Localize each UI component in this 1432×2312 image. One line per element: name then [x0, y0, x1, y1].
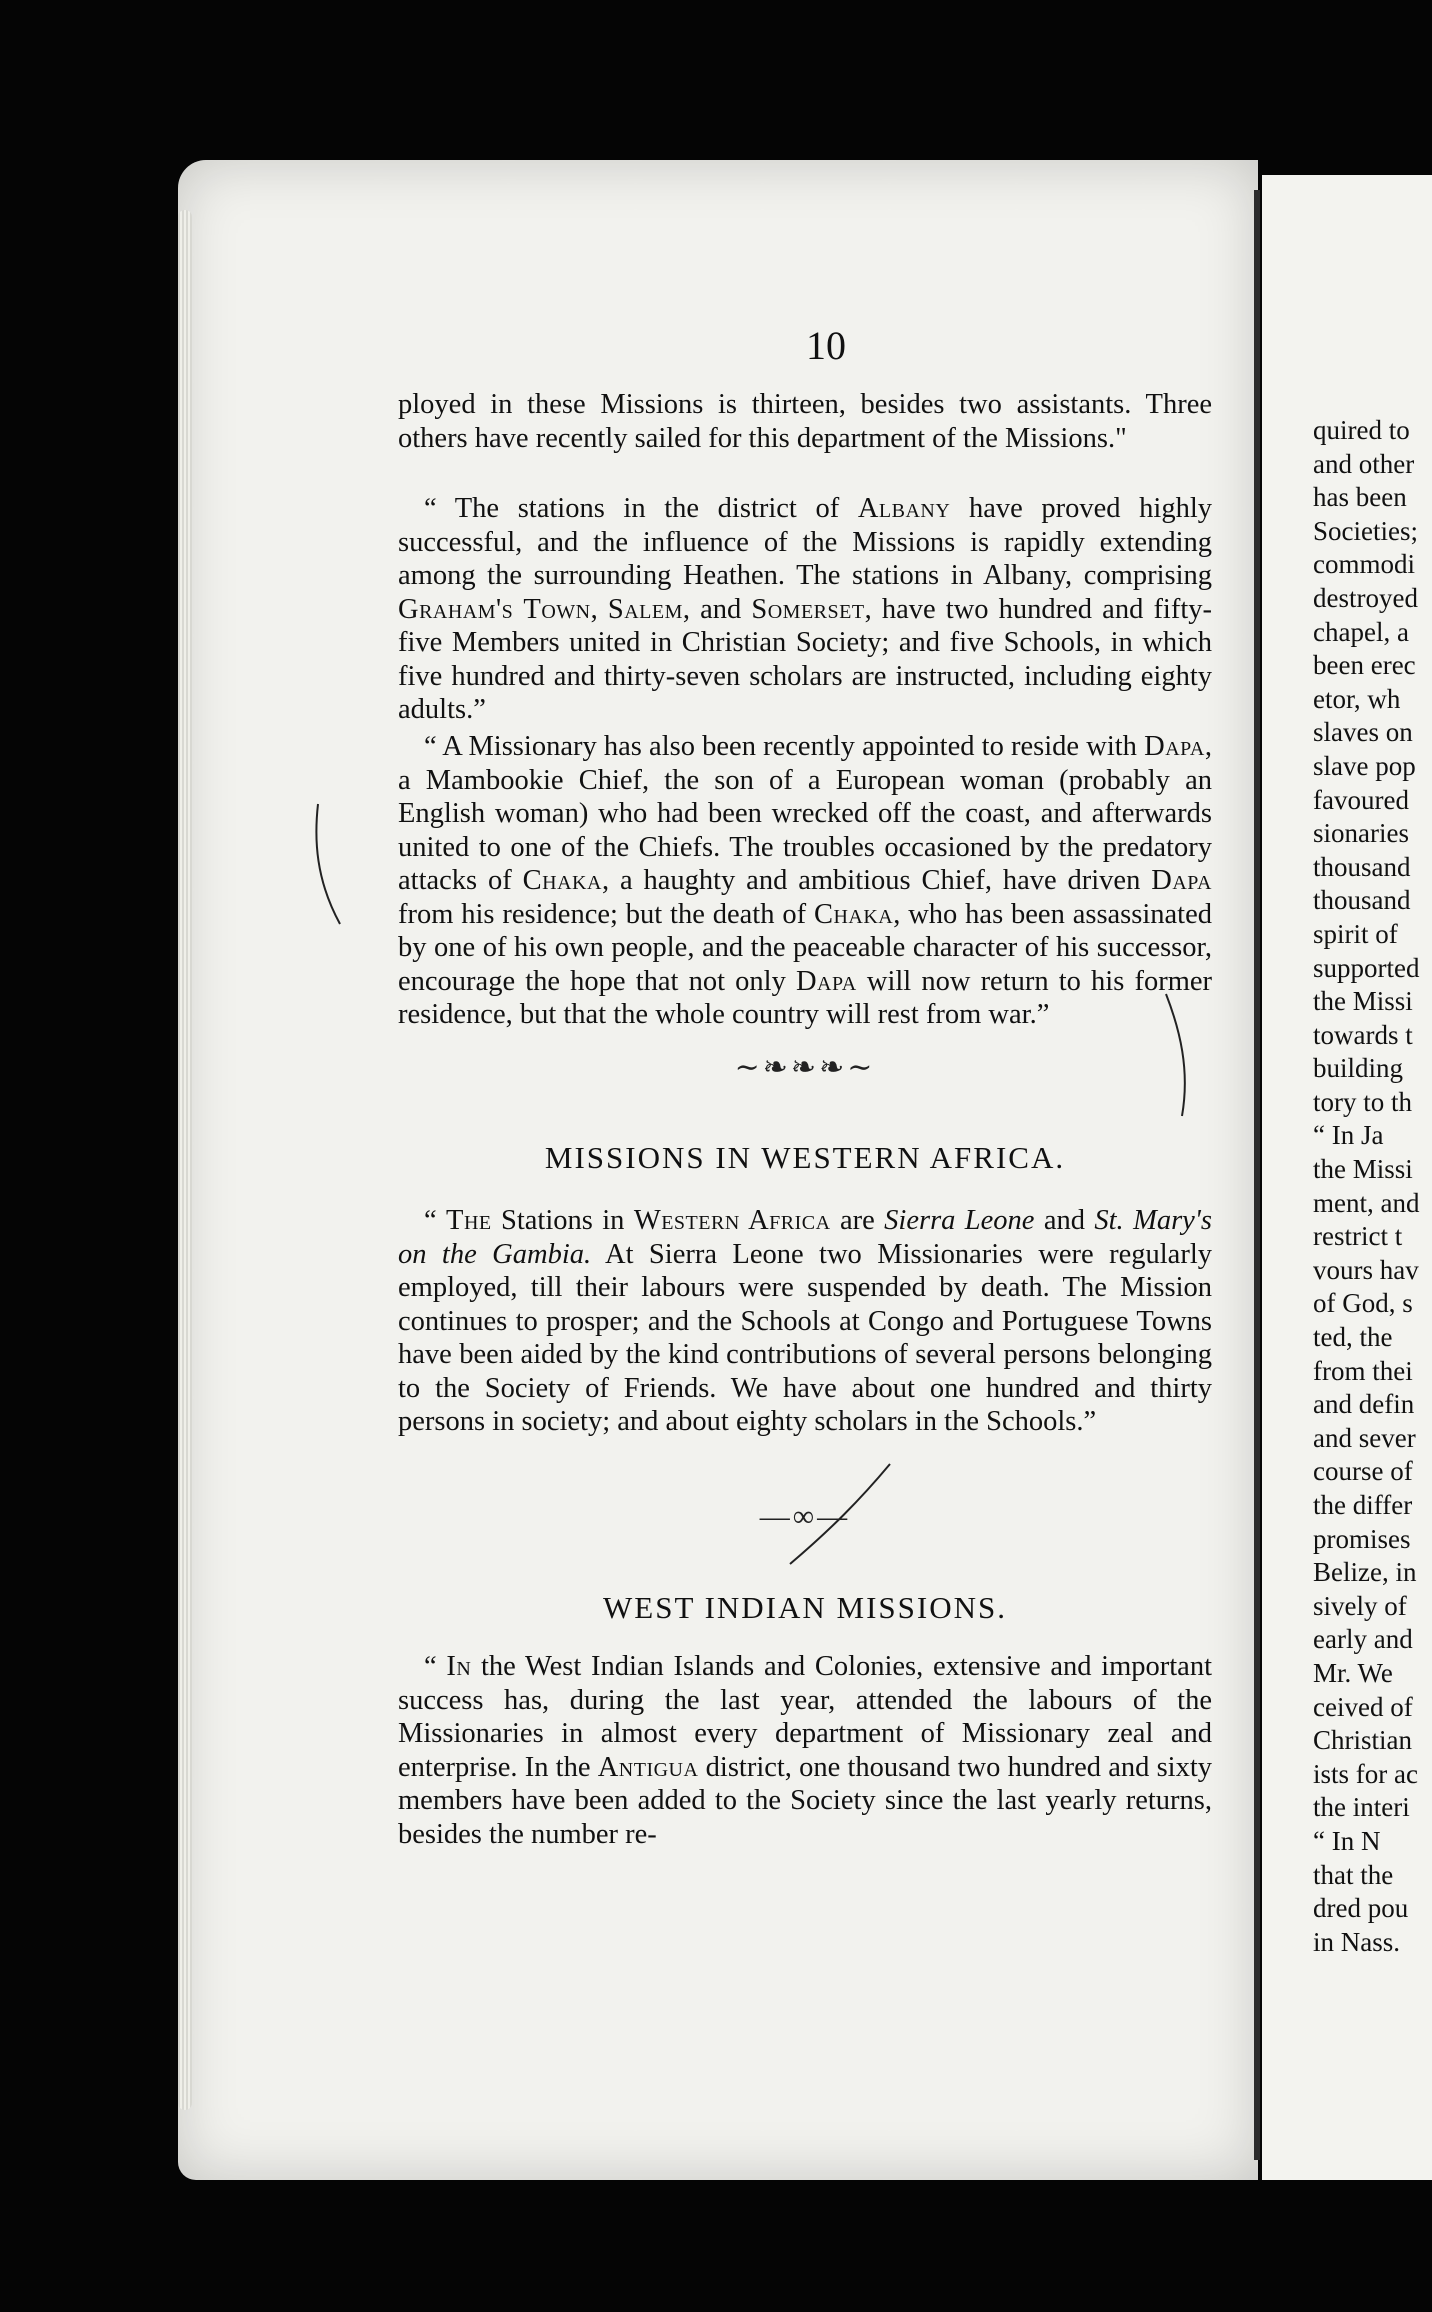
right-page-line: been erec	[1313, 650, 1416, 681]
right-page-line: ceived of	[1313, 1691, 1413, 1722]
text-block-albany	[398, 492, 1212, 727]
right-page-line: commodi	[1313, 549, 1415, 580]
right-page-line: spirit of	[1313, 918, 1398, 949]
right-page-line: of God, s	[1313, 1288, 1413, 1319]
right-page-line: slaves on	[1313, 717, 1413, 748]
right-page-line: Christian	[1313, 1725, 1412, 1756]
pen-mark-scribble	[780, 1460, 900, 1570]
text-block-west-indian	[398, 1650, 1212, 1851]
right-page-line: “ In Ja	[1313, 1120, 1384, 1151]
right-page-line: “ In N	[1313, 1825, 1381, 1856]
section-west-indian	[398, 1590, 1212, 1626]
right-page-line: slave pop	[1313, 750, 1416, 781]
right-page-line: chapel, a	[1313, 616, 1409, 647]
right-page-line: thousand	[1313, 851, 1411, 882]
page-edge	[178, 210, 192, 2110]
right-page-line: favoured	[1313, 784, 1409, 815]
right-page-line: and other	[1313, 448, 1415, 479]
right-page-line: dred pou	[1313, 1893, 1409, 1924]
right-page-line: the differ	[1313, 1490, 1413, 1520]
paragraph-continuation: ployed in these Missions is thirteen, besides two assistants. Three others have recently sailed for this department of the Missions."	[398, 389, 1212, 454]
right-page-line: sively of	[1313, 1590, 1407, 1621]
right-page-line: sionaries	[1313, 818, 1409, 849]
right-page-line: promises	[1313, 1523, 1411, 1554]
right-page-line: Societies;	[1313, 515, 1418, 546]
right-page-line: destroyed	[1313, 582, 1418, 613]
paragraph-dapa: “ A Missionary has also been recently appointed to reside with Dapa, a Mambookie Chief, the son of a European woman (probably an English woman) who had been wrecked off the coast, and afterwards united to one of the Chiefs. The troubles occasioned by the predatory attacks of Chaka, a haughty and ambitious Chief, have driven Dapa from his residence; but the death of Chaka, who has been assassinated by one of his own people, and the peaceable character of his successor, encourage the hope that not only Dapa will now return to his former residence, but that the whole country will rest from war.”	[398, 731, 1212, 1030]
right-page-line: course of	[1313, 1456, 1413, 1487]
right-page-line: the interi	[1313, 1792, 1410, 1823]
right-page-line: building	[1313, 1053, 1404, 1084]
page-number: 10	[806, 323, 846, 368]
right-page-line: Mr. We	[1313, 1657, 1393, 1688]
right-page-line: towards t	[1313, 1019, 1413, 1050]
right-page-line: ted, the	[1313, 1322, 1393, 1353]
right-page-line: and sever	[1313, 1422, 1416, 1453]
right-page-line: ment, and	[1313, 1187, 1420, 1218]
right-page-line: from thei	[1313, 1355, 1413, 1386]
book-gutter	[1254, 190, 1260, 2160]
ornament-divider-2: —∞—	[759, 1500, 851, 1533]
text-block-western-africa	[398, 1204, 1212, 1439]
paragraph-west-indian: “ In the West Indian Islands and Colonies, extensive and important success has, during the last year, attended the labours of the Missionaries in almost every department of Missionary zeal and enterprise. In the Antigua district, one thousand two hundred and sixty members have been added to the Society since the last yearly returns, besides the number re-	[398, 1651, 1213, 1850]
pen-mark-right	[1160, 990, 1200, 1120]
right-page-line: in Nass.	[1313, 1926, 1400, 1957]
right-page-line: has been	[1313, 482, 1407, 513]
right-page-line: tory to th	[1313, 1086, 1412, 1117]
paragraph-albany: “ The stations in the district of Albany have proved highly successful, and the influence of the Missions is rapidly extending among the surrounding Heathen. The stations in Albany, comprising Graham's Town, Salem, and Somerset, have two hundred and fifty-five Members united in Christian Society; and five Schools, in which five hundred and thirty-seven scholars are instructed, including eighty adults.”	[398, 493, 1213, 725]
right-page-line: that the	[1313, 1859, 1394, 1890]
right-page-line: the Missi	[1313, 1154, 1413, 1185]
right-page-line: and defin	[1313, 1389, 1415, 1420]
right-page-text	[1313, 414, 1419, 1959]
right-page-line: the Missi	[1313, 986, 1413, 1017]
text-block-top	[398, 388, 1212, 455]
right-page-line: thousand	[1313, 885, 1411, 916]
right-page-line: supported	[1313, 952, 1420, 983]
section-heading-west-indian: WEST INDIAN MISSIONS.	[603, 1590, 1007, 1625]
right-page-line: early and	[1313, 1624, 1413, 1655]
right-page-line: restrict t	[1313, 1221, 1403, 1252]
right-page-line: vours hav	[1313, 1254, 1419, 1285]
pen-mark-left	[310, 800, 350, 930]
section-western-africa	[398, 1140, 1212, 1176]
ornament-divider-1: ∼❧❧❧∼	[734, 1051, 876, 1084]
text-block-dapa	[398, 730, 1212, 1032]
right-page-line: Belize, in	[1313, 1557, 1417, 1588]
section-heading-western-africa: MISSIONS IN WESTERN AFRICA.	[544, 1140, 1066, 1175]
right-page-line: etor, wh	[1313, 683, 1401, 714]
right-page-line: ists for ac	[1313, 1758, 1418, 1789]
right-page-line: quired to	[1313, 415, 1410, 445]
paragraph-western-africa: “ The Stations in Western Africa are Sierra Leone and St. Mary's on the Gambia. At Sierra Leone two Missionaries were regularly employed, till their labours were suspended by death. The Mission continues to prosper; and the Schools at Congo and Portuguese Towns have been aided by the kind contributions of several persons belonging to the Society of Friends. We have about one hundred and thirty persons in society; and about eighty scholars in the Schools.”	[398, 1205, 1212, 1437]
